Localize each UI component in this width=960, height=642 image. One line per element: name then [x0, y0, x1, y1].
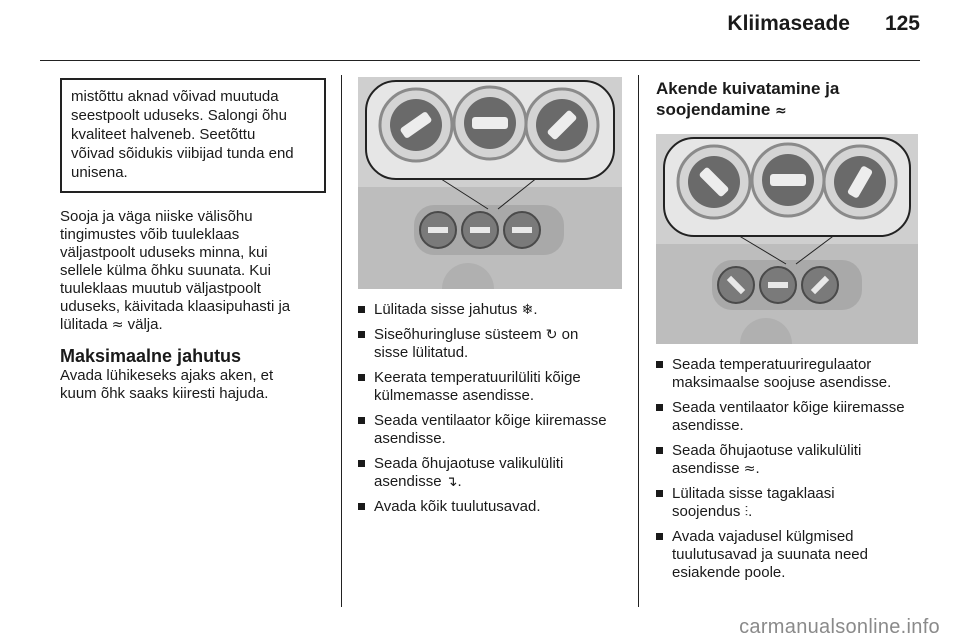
header-divider — [40, 60, 920, 61]
middle-column — [358, 77, 626, 523]
list-item-text: asendisse — [374, 473, 442, 490]
intro-line: Avada lühikeseks ajaks aken, et — [60, 367, 274, 384]
notice-box — [60, 78, 326, 193]
list-item — [358, 369, 626, 405]
notice-line: võivad sõidukis viibijad tunda end — [71, 145, 294, 162]
list-item — [358, 498, 626, 516]
list-item-text: . — [748, 503, 753, 520]
column-divider-1 — [341, 75, 342, 607]
defrost-steps — [656, 356, 924, 582]
list-item-text: asendisse. — [374, 430, 446, 447]
list-item-text: Siseõhuringluse süsteem — [374, 326, 542, 343]
list-item — [358, 412, 626, 448]
climate-control-illustration — [656, 134, 918, 344]
list-item-text: . — [533, 301, 538, 318]
paragraph-line — [60, 316, 326, 334]
list-item — [358, 326, 626, 362]
list-item-text: Seada õhujaotuse valikulüliti — [672, 442, 862, 459]
right-column — [656, 78, 924, 589]
notice-line: unisena. — [71, 164, 128, 181]
paragraph-line: tingimustes võib tuuleklaas — [60, 226, 240, 243]
page-header-title: Kliimaseade — [727, 12, 850, 35]
paragraph-line: väljastpoolt uduseks minna, kui — [60, 244, 268, 261]
paragraph-text: välja. — [127, 316, 163, 333]
list-item-text: Seada õhujaotuse valikulüliti — [374, 455, 564, 472]
list-item-text: . — [755, 460, 760, 477]
list-item-text: Avada vajadusel külgmised — [672, 528, 854, 545]
watermark: carmanualsonline.info — [739, 616, 940, 638]
notice-line: mistõttu aknad võivad muutuda — [71, 88, 279, 105]
list-item-text: on — [561, 326, 579, 343]
list-item-text: maksimaalse soojuse asendisse. — [672, 374, 892, 391]
list-item — [656, 528, 924, 582]
windshield-defrost-icon: ≈ — [111, 317, 124, 333]
list-item — [656, 485, 924, 521]
list-item-text: asendisse — [672, 460, 740, 477]
page-number: 125 — [884, 12, 920, 35]
paragraph-line: sellele külma õhku suunata. Kui — [60, 262, 271, 279]
body-paragraph — [60, 208, 326, 334]
column-divider-2 — [638, 75, 639, 607]
list-item-text: Seada ventilaator kõige kiiremasse — [374, 412, 607, 429]
list-item-text: soojendus — [672, 503, 741, 520]
list-item-text: Avada kõik tuulutusavad. — [374, 498, 541, 515]
intro-line: kuum õhk saaks kiiresti hajuda. — [60, 385, 269, 402]
cooling-steps — [358, 301, 626, 516]
paragraph-line: Sooja ja väga niiske välisõhu — [60, 208, 253, 225]
list-item-text: Lülitada sisse jahutus — [374, 301, 518, 318]
heading-line: soojendamine — [656, 100, 771, 119]
list-item-text: Lülitada sisse tagaklaasi — [672, 485, 835, 502]
climate-control-illustration — [358, 77, 622, 289]
list-item — [656, 399, 924, 435]
heading-line: Akende kuivatamine ja — [656, 79, 840, 98]
list-item-text: esiakende poole. — [672, 564, 786, 581]
list-item — [358, 455, 626, 491]
list-item-text: asendisse. — [672, 417, 744, 434]
list-item — [358, 301, 626, 319]
rear-window-heat-icon: ⫶ — [744, 504, 749, 520]
windshield-defrost-icon: ≈ — [743, 461, 756, 477]
recirculation-icon: ↻ — [545, 327, 558, 343]
list-item-text: Keerata temperatuurilüliti kõige — [374, 369, 581, 386]
list-item — [656, 442, 924, 478]
section-heading-defrost — [656, 78, 924, 122]
paragraph-line: uduseks, käivitada klaasipuhasti ja — [60, 298, 291, 315]
notice-line: seestpoolt uduseks. Salongi õhu — [71, 107, 287, 124]
snowflake-icon: ❄ — [521, 302, 534, 318]
notice-line: kvaliteet halveneb. Seetõttu — [71, 126, 256, 143]
list-item-text: sisse lülitatud. — [374, 344, 469, 361]
list-item-text: Seada ventilaator kõige kiiremasse — [672, 399, 905, 416]
paragraph-line: tuuleklaas muutub väljastpoolt — [60, 280, 261, 297]
left-column — [60, 78, 326, 403]
section-heading-max-cooling: Maksimaalne jahutus — [60, 346, 242, 366]
windshield-defrost-icon: ≈ — [775, 103, 787, 119]
floor-vent-icon: ↴ — [445, 474, 458, 490]
list-item-text: tuulutusavad ja suunata need — [672, 546, 868, 563]
paragraph-text: lülitada — [60, 316, 108, 333]
list-item-text: külmemasse asendisse. — [374, 387, 535, 404]
list-item-text: Seada temperatuuriregulaator — [672, 356, 872, 373]
list-item — [656, 356, 924, 392]
list-item-text: . — [457, 473, 462, 490]
